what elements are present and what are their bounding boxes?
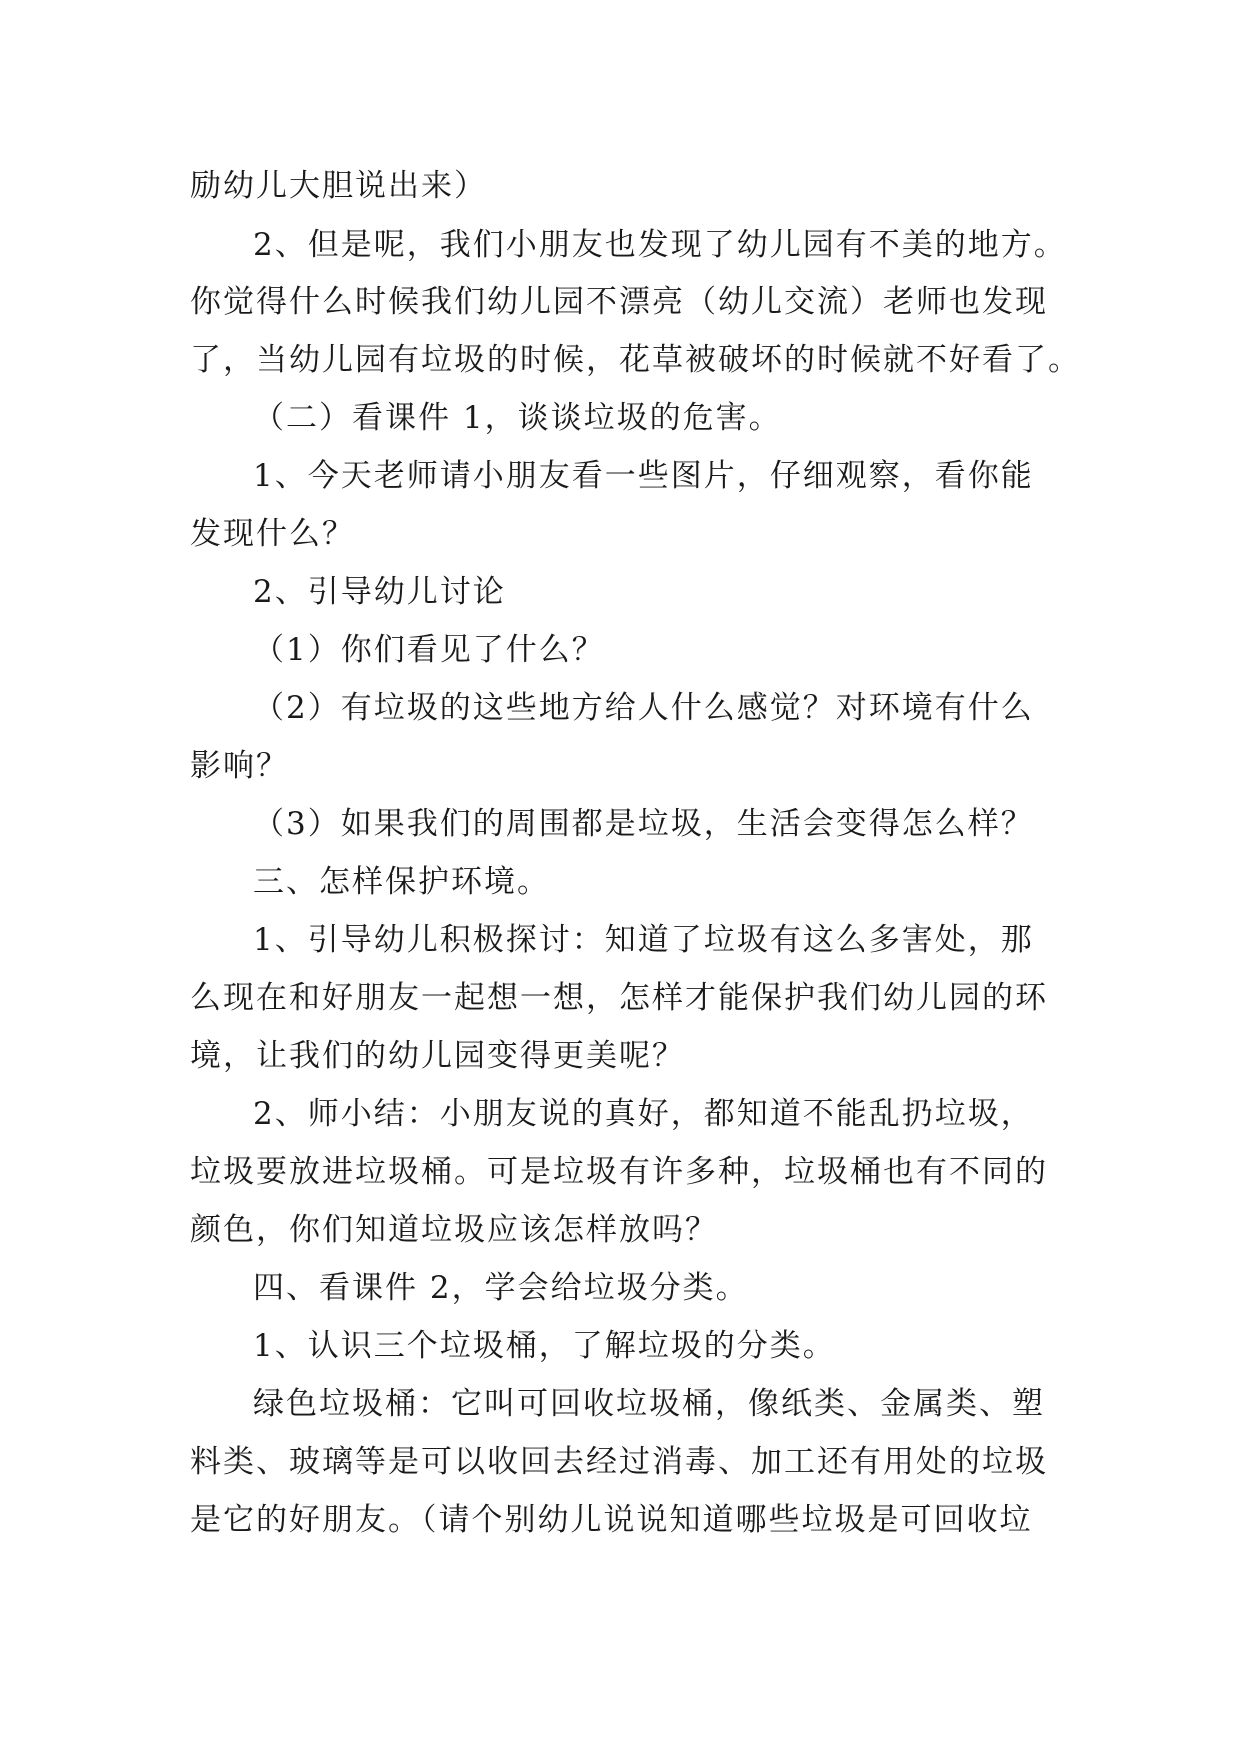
text-line: 四、看课件 2，学会给垃圾分类。 xyxy=(253,1270,749,1306)
text-line: 绿色垃圾桶：它叫可回收垃圾桶，像纸类、金属类、塑 xyxy=(253,1386,1045,1422)
text-line: 了，当幼儿园有垃圾的时候，花草被破坏的时候就不好看了。 xyxy=(190,342,1081,378)
text-line: （二）看课件 1，谈谈垃圾的危害。 xyxy=(253,400,782,436)
text-line: 1、认识三个垃圾桶，了解垃圾的分类。 xyxy=(253,1328,836,1364)
text-line: 发现什么？ xyxy=(190,516,355,552)
text-line: 料类、玻璃等是可以收回去经过消毒、加工还有用处的垃圾 xyxy=(190,1444,1048,1480)
text-line: 颜色，你们知道垃圾应该怎样放吗？ xyxy=(190,1212,718,1248)
text-line: 励幼儿大胆说出来） xyxy=(190,168,487,204)
text-line: （3）如果我们的周围都是垃圾，生活会变得怎么样？ xyxy=(253,806,1034,842)
text-line: 1、引导幼儿积极探讨：知道了垃圾有这么多害处，那 xyxy=(253,922,1034,958)
text-line: （2）有垃圾的这些地方给人什么感觉？对环境有什么 xyxy=(253,690,1034,726)
text-line: （1）你们看见了什么？ xyxy=(253,632,605,668)
text-line: 2、引导幼儿讨论 xyxy=(253,574,506,610)
text-line: 是它的好朋友。（请个别幼儿说说知道哪些垃圾是可回收垃 xyxy=(190,1502,1033,1538)
text-line: 你觉得什么时候我们幼儿园不漂亮（幼儿交流）老师也发现 xyxy=(190,284,1048,320)
text-line: 三、怎样保护环境。 xyxy=(253,864,550,900)
text-line: 么现在和好朋友一起想一想，怎样才能保护我们幼儿园的环 xyxy=(190,980,1048,1016)
text-line: 垃圾要放进垃圾桶。可是垃圾有许多种，垃圾桶也有不同的 xyxy=(190,1154,1048,1190)
text-line: 境，让我们的幼儿园变得更美呢？ xyxy=(190,1038,685,1074)
text-line: 2、师小结：小朋友说的真好，都知道不能乱扔垃圾， xyxy=(253,1096,1034,1132)
text-line: 1、今天老师请小朋友看一些图片，仔细观察，看你能 xyxy=(253,458,1034,494)
text-line: 2、但是呢，我们小朋友也发现了幼儿园有不美的地方。 xyxy=(253,227,1067,263)
text-line: 影响？ xyxy=(190,748,289,784)
